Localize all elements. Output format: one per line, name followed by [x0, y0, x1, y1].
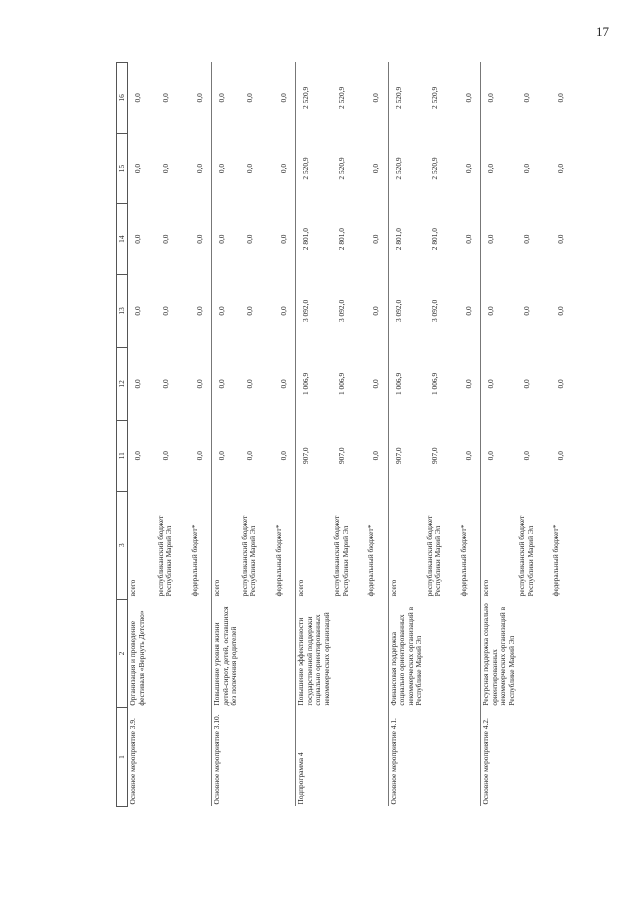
cell-text: федеральный бюджет*: [273, 524, 283, 597]
cell-value: 0,0: [481, 204, 518, 275]
cell-value: 2 801,0: [296, 204, 333, 275]
cell-value: 3 092,0: [337, 299, 347, 323]
cell-value: 0,0: [556, 379, 566, 389]
cell-value: 0,0: [522, 234, 532, 244]
cell-value: 2 520,9: [388, 63, 425, 134]
cell-value: 0,0: [278, 379, 288, 389]
table-row: [332, 63, 366, 807]
cell-text: [190, 708, 212, 807]
table-row: [366, 63, 388, 807]
cell-value: 907,0: [388, 420, 425, 491]
cell-value: 0,0: [481, 274, 518, 347]
cell-value: 0,0: [244, 234, 254, 244]
cell-text: [156, 708, 190, 807]
cell-value: 3 092,0: [296, 274, 333, 347]
cell-text: [425, 708, 459, 807]
cell-text: всего: [128, 491, 156, 599]
cell-value: 0,0: [160, 451, 170, 461]
cell-value: 0,0: [522, 93, 532, 103]
cell-value: 0,0: [371, 451, 381, 461]
cell-value: 0,0: [522, 451, 532, 461]
cell-value: 2 520,9: [296, 133, 333, 204]
cell-value: 0,0: [160, 306, 170, 316]
cell-text: республиканский бюджет Республики Марий Эл: [424, 515, 443, 597]
cell-value: 0,0: [128, 420, 156, 491]
cell-value: 0,0: [212, 347, 240, 420]
budget-table: [116, 62, 573, 807]
cell-value: 0,0: [160, 163, 170, 174]
cell-value: 0,0: [522, 379, 532, 389]
cell-text: [425, 599, 459, 707]
cell-value: 0,0: [522, 306, 532, 316]
col-header: 11: [117, 420, 128, 491]
cell-text: [551, 599, 573, 707]
cell-text: [332, 708, 366, 807]
cell-value: 0,0: [556, 306, 566, 316]
cell-text: всего: [388, 491, 425, 599]
cell-value: 2 520,9: [388, 133, 425, 204]
cell-value: 0,0: [278, 234, 288, 244]
cell-text: [274, 599, 296, 707]
col-header: 1: [117, 708, 128, 807]
cell-text: [156, 599, 190, 707]
cell-text: [551, 708, 573, 807]
cell-value: 0,0: [556, 163, 566, 174]
cell-value: 0,0: [463, 306, 473, 316]
cell-value: 0,0: [278, 306, 288, 316]
cell-text: Финансовая поддержка социально ориентированных некоммерческих организаций в Республике Марий Эл: [388, 599, 425, 707]
cell-value: 907,0: [337, 447, 347, 465]
cell-text: [459, 708, 481, 807]
cell-text: федеральный бюджет*: [458, 524, 468, 597]
cell-value: 0,0: [194, 451, 204, 461]
page-number: 17: [596, 24, 609, 39]
table-row: [190, 63, 212, 807]
cell-text: федеральный бюджет*: [189, 524, 199, 597]
cell-value: 0,0: [244, 93, 254, 103]
cell-text: [366, 599, 388, 707]
cell-text: [517, 708, 551, 807]
cell-value: 1 006,9: [337, 372, 347, 395]
cell-value: 0,0: [481, 133, 518, 204]
cell-text: федеральный бюджет*: [551, 524, 561, 597]
cell-text: [240, 708, 274, 807]
cell-value: 2 520,9: [337, 86, 347, 109]
cell-value: 0,0: [160, 234, 170, 244]
table-row: [517, 63, 551, 807]
cell-value: 0,0: [371, 234, 381, 244]
table-row: [459, 63, 481, 807]
cell-value: 0,0: [463, 163, 473, 174]
cell-text: республиканский бюджет Республики Марий Эл: [332, 515, 350, 597]
cell-text: Основное мероприятие 4.1.: [388, 708, 425, 807]
cell-value: 0,0: [160, 379, 170, 389]
cell-value: 0,0: [556, 234, 566, 244]
col-header: 13: [117, 274, 128, 347]
cell-text: федеральный бюджет*: [366, 524, 376, 597]
cell-value: 0,0: [278, 163, 288, 174]
table-row: [551, 63, 573, 807]
cell-value: 0,0: [194, 93, 204, 103]
cell-value: 0,0: [371, 163, 381, 174]
table-row: [128, 63, 156, 807]
cell-value: 1 006,9: [429, 372, 439, 395]
col-header: 12: [117, 347, 128, 420]
cell-value: 2 520,9: [429, 86, 439, 109]
cell-value: 0,0: [212, 274, 240, 347]
cell-value: 2 801,0: [337, 228, 347, 251]
cell-value: 2 801,0: [388, 204, 425, 275]
cell-value: 0,0: [212, 63, 240, 134]
cell-value: 0,0: [278, 451, 288, 461]
col-header: 3: [117, 491, 128, 599]
cell-text: Основное мероприятие 3.9.: [128, 708, 156, 807]
col-header: 2: [117, 599, 128, 707]
cell-value: 1 006,9: [296, 347, 333, 420]
cell-value: 907,0: [429, 447, 439, 465]
cell-value: 0,0: [128, 204, 156, 275]
cell-value: 3 092,0: [388, 274, 425, 347]
cell-value: 0,0: [160, 93, 170, 103]
cell-value: 0,0: [463, 234, 473, 244]
cell-text: всего: [481, 491, 518, 599]
cell-value: 2 520,9: [429, 157, 439, 180]
cell-value: 0,0: [556, 451, 566, 461]
table-row: [388, 63, 425, 807]
cell-value: 0,0: [194, 379, 204, 389]
cell-text: [240, 599, 274, 707]
cell-value: 0,0: [194, 163, 204, 174]
cell-text: [366, 708, 388, 807]
cell-value: 0,0: [194, 234, 204, 244]
cell-value: 0,0: [244, 163, 254, 174]
cell-text: Основное мероприятие 3.10.: [212, 708, 240, 807]
cell-value: 0,0: [128, 347, 156, 420]
cell-value: 2 801,0: [429, 228, 439, 251]
rotated-table-container: [116, 62, 576, 807]
cell-text: [332, 599, 366, 707]
cell-value: 0,0: [278, 93, 288, 103]
cell-value: 0,0: [463, 379, 473, 389]
cell-value: 0,0: [212, 420, 240, 491]
cell-text: Организация и проведение фестиваля «Вернуть Детство»: [128, 599, 156, 707]
cell-value: 0,0: [212, 204, 240, 275]
cell-text: республиканский бюджет Республики Марий Эл: [517, 515, 535, 597]
table-row: [274, 63, 296, 807]
cell-text: всего: [212, 491, 240, 599]
cell-value: 0,0: [463, 93, 473, 103]
table-row: [212, 63, 240, 807]
cell-value: 0,0: [128, 63, 156, 134]
cell-value: 0,0: [244, 451, 254, 461]
cell-value: 907,0: [296, 420, 333, 491]
table-row: [296, 63, 333, 807]
cell-value: 2 520,9: [296, 63, 333, 134]
cell-text: Повышение уровня жизни детей-сирот, детей, оставшихся без попечения родителей: [212, 599, 240, 707]
cell-value: 0,0: [481, 63, 518, 134]
cell-value: 0,0: [556, 93, 566, 103]
cell-text: всего: [296, 491, 333, 599]
cell-text: [517, 599, 551, 707]
cell-value: 0,0: [128, 274, 156, 347]
cell-text: Подпрограмма 4: [296, 708, 333, 807]
col-header: 15: [117, 133, 128, 204]
cell-value: 3 092,0: [429, 299, 439, 323]
table-row: [240, 63, 274, 807]
cell-text: [190, 599, 212, 707]
cell-text: Повышение эффективности государственной поддержки социально ориентированных некоммерческих организаций: [296, 599, 333, 707]
cell-text: Ресурсная поддержка социально ориентированных некоммерческих организаций в Республике Марий Эл: [481, 599, 518, 707]
cell-value: 0,0: [522, 163, 532, 174]
header-row: [117, 63, 128, 807]
cell-value: 0,0: [244, 379, 254, 389]
col-header: 16: [117, 63, 128, 134]
cell-text: Основное мероприятие 4.2.: [481, 708, 518, 807]
cell-text: республиканский бюджет Республики Марий Эл: [155, 515, 174, 597]
cell-value: 0,0: [371, 93, 381, 103]
cell-text: [274, 708, 296, 807]
cell-value: 0,0: [128, 133, 156, 204]
table-body: [128, 63, 574, 807]
cell-value: 0,0: [481, 347, 518, 420]
cell-value: 0,0: [371, 306, 381, 316]
table-row: [481, 63, 518, 807]
cell-value: 1 006,9: [388, 347, 425, 420]
cell-value: 0,0: [194, 306, 204, 316]
table-row: [425, 63, 459, 807]
table-row: [156, 63, 190, 807]
cell-value: 0,0: [463, 451, 473, 461]
cell-text: республиканский бюджет Республики Марий Эл: [239, 515, 258, 597]
cell-value: 0,0: [371, 379, 381, 389]
cell-text: [459, 599, 481, 707]
cell-value: 2 520,9: [337, 157, 347, 180]
cell-value: 0,0: [481, 420, 518, 491]
col-header: 14: [117, 204, 128, 275]
cell-value: 0,0: [212, 133, 240, 204]
cell-value: 0,0: [244, 306, 254, 316]
